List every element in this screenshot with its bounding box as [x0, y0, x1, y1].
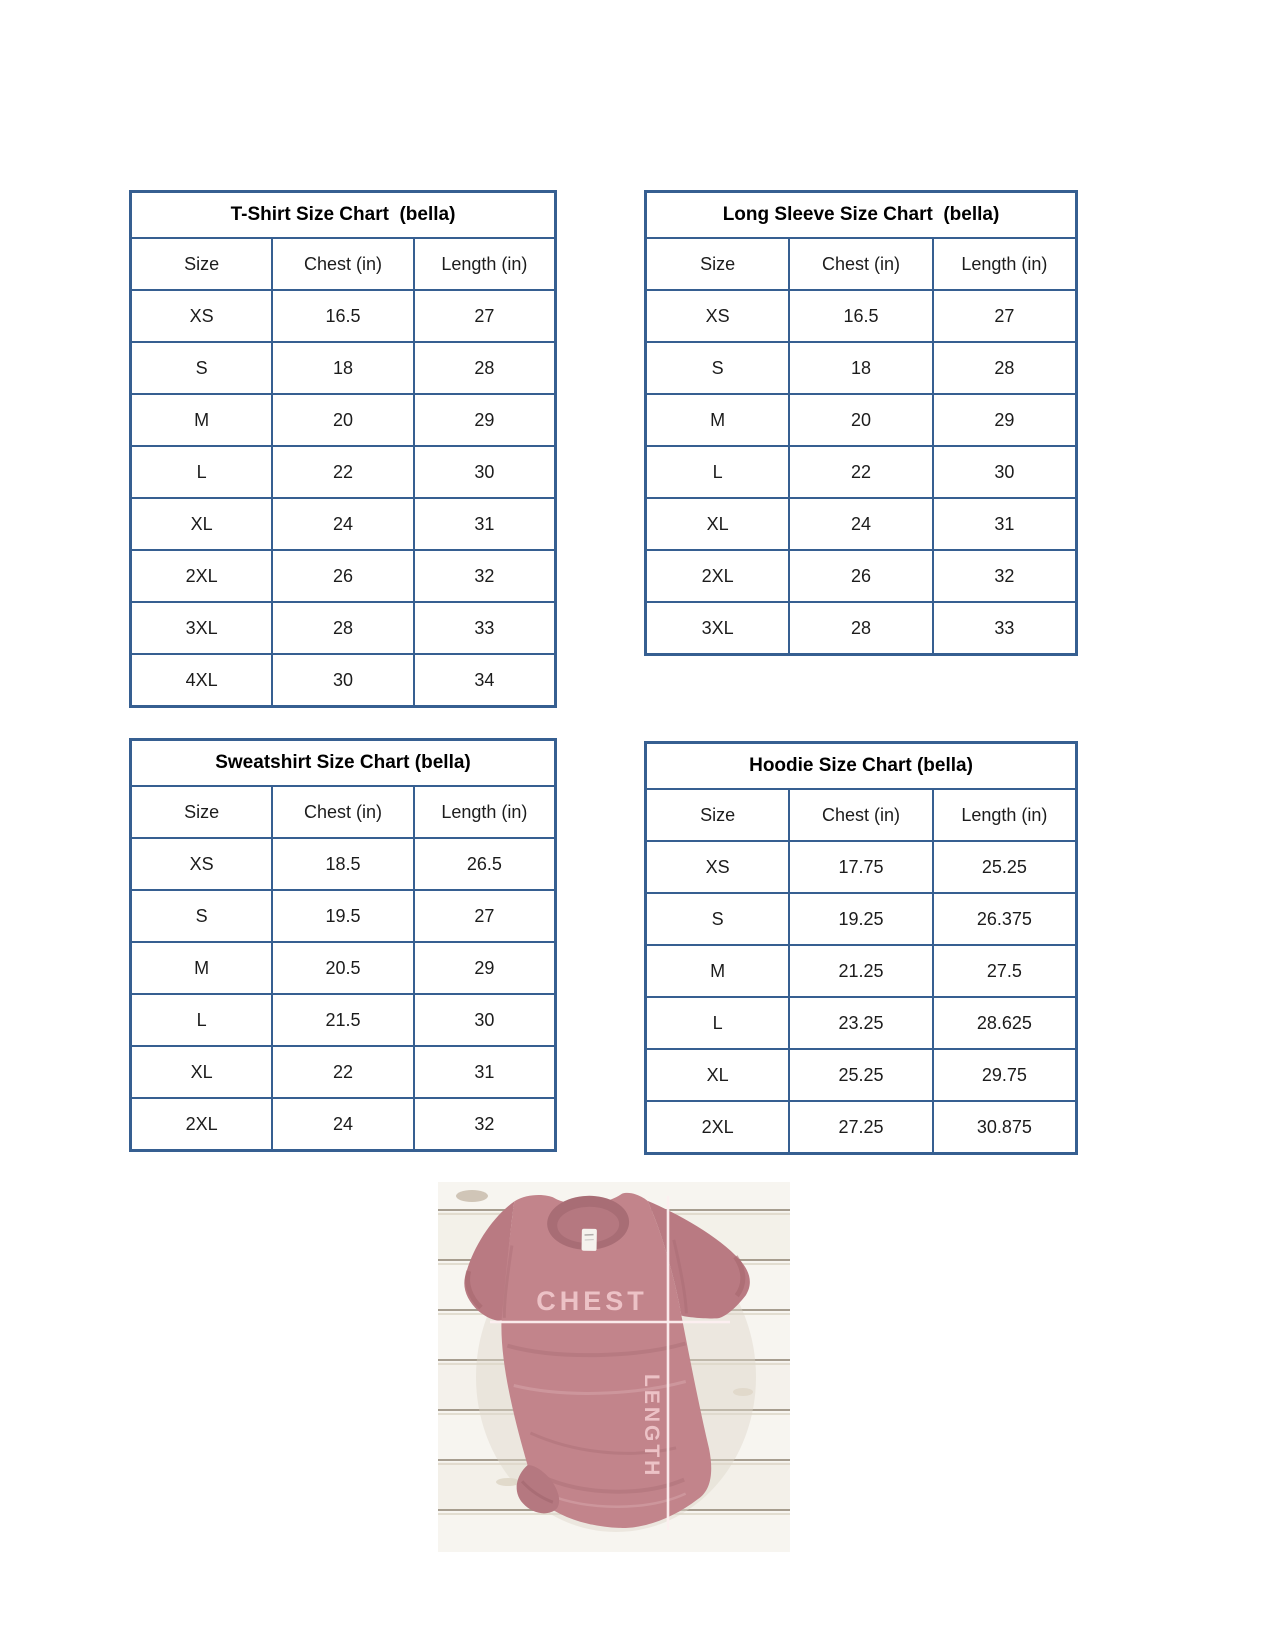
- size-cell: XL: [646, 498, 790, 550]
- length-cell: 32: [414, 550, 556, 602]
- size-cell: M: [131, 942, 273, 994]
- length-cell: 30.875: [933, 1101, 1077, 1154]
- size-cell: L: [131, 994, 273, 1046]
- length-cell: 25.25: [933, 841, 1077, 893]
- size-row: [131, 942, 556, 994]
- length-cell: 30: [414, 994, 556, 1046]
- size-cell: XS: [131, 290, 273, 342]
- column-header: Chest (in): [789, 789, 933, 841]
- size-row: [646, 1049, 1077, 1101]
- chest-cell: 18: [789, 342, 933, 394]
- size-cell: L: [646, 446, 790, 498]
- size-cell: S: [131, 890, 273, 942]
- length-cell: 26.5: [414, 838, 556, 890]
- chest-cell: 22: [789, 446, 933, 498]
- size-row: [131, 890, 556, 942]
- length-cell: 29: [414, 942, 556, 994]
- size-cell: L: [131, 446, 273, 498]
- chest-cell: 16.5: [789, 290, 933, 342]
- size-row: [131, 394, 556, 446]
- size-row: [646, 342, 1077, 394]
- length-cell: 27: [414, 290, 556, 342]
- size-row: [646, 997, 1077, 1049]
- chest-cell: 21.25: [789, 945, 933, 997]
- column-header: Length (in): [414, 238, 556, 290]
- column-header: Size: [131, 238, 273, 290]
- size-cell: 4XL: [131, 654, 273, 707]
- size-row: [646, 290, 1077, 342]
- chest-cell: 19.25: [789, 893, 933, 945]
- length-label: LENGTH: [640, 1374, 663, 1479]
- column-header: Chest (in): [272, 238, 414, 290]
- size-row: [131, 838, 556, 890]
- length-cell: 27: [933, 290, 1077, 342]
- tshirt-size-table: [129, 190, 557, 708]
- size-cell: 2XL: [131, 550, 273, 602]
- size-row: [646, 1101, 1077, 1154]
- length-cell: 28: [414, 342, 556, 394]
- size-row: [131, 994, 556, 1046]
- column-header: Size: [131, 786, 273, 838]
- table-title: Hoodie Size Chart (bella): [646, 743, 1077, 790]
- length-cell: 29: [414, 394, 556, 446]
- size-cell: XL: [646, 1049, 790, 1101]
- column-header: Chest (in): [789, 238, 933, 290]
- column-header: Length (in): [933, 789, 1077, 841]
- size-cell: XL: [131, 498, 273, 550]
- chest-cell: 28: [789, 602, 933, 655]
- chest-cell: 18: [272, 342, 414, 394]
- size-row: [646, 602, 1077, 655]
- size-row: [131, 446, 556, 498]
- size-row: [646, 945, 1077, 997]
- size-row: [131, 602, 556, 654]
- size-cell: M: [646, 945, 790, 997]
- size-cell: S: [646, 893, 790, 945]
- size-row: [131, 1098, 556, 1151]
- length-cell: 33: [414, 602, 556, 654]
- size-cell: M: [131, 394, 273, 446]
- size-cell: XS: [646, 841, 790, 893]
- chest-cell: 26: [789, 550, 933, 602]
- chest-cell: 24: [272, 1098, 414, 1151]
- tshirt-measurement-illustration: [438, 1182, 790, 1552]
- length-cell: 28: [933, 342, 1077, 394]
- length-cell: 32: [414, 1098, 556, 1151]
- chest-cell: 24: [272, 498, 414, 550]
- chest-cell: 18.5: [272, 838, 414, 890]
- chest-cell: 17.75: [789, 841, 933, 893]
- chest-cell: 30: [272, 654, 414, 707]
- table-title: Long Sleeve Size Chart (bella): [646, 192, 1077, 239]
- length-cell: 33: [933, 602, 1077, 655]
- chest-cell: 22: [272, 1046, 414, 1098]
- chest-cell: 26: [272, 550, 414, 602]
- chest-cell: 25.25: [789, 1049, 933, 1101]
- chest-cell: 16.5: [272, 290, 414, 342]
- table-title: T-Shirt Size Chart (bella): [131, 192, 556, 239]
- length-cell: 30: [414, 446, 556, 498]
- hoodie-size-table: [644, 741, 1078, 1155]
- chest-cell: 21.5: [272, 994, 414, 1046]
- length-cell: 29.75: [933, 1049, 1077, 1101]
- length-cell: 27: [414, 890, 556, 942]
- column-header: Chest (in): [272, 786, 414, 838]
- size-row: [131, 550, 556, 602]
- size-row: [131, 290, 556, 342]
- column-header: Size: [646, 238, 790, 290]
- chest-cell: 23.25: [789, 997, 933, 1049]
- length-cell: 34: [414, 654, 556, 707]
- table-title: Sweatshirt Size Chart (bella): [131, 740, 556, 787]
- length-cell: 31: [933, 498, 1077, 550]
- length-cell: 31: [414, 498, 556, 550]
- column-header: Length (in): [414, 786, 556, 838]
- size-row: [646, 841, 1077, 893]
- size-cell: S: [646, 342, 790, 394]
- size-row: [646, 394, 1077, 446]
- size-cell: XL: [131, 1046, 273, 1098]
- chest-cell: 28: [272, 602, 414, 654]
- size-cell: S: [131, 342, 273, 394]
- length-cell: 26.375: [933, 893, 1077, 945]
- tshirt-measurement-photo: [438, 1182, 790, 1552]
- size-cell: L: [646, 997, 790, 1049]
- length-cell: 30: [933, 446, 1077, 498]
- size-cell: 3XL: [131, 602, 273, 654]
- size-cell: 2XL: [646, 1101, 790, 1154]
- size-cell: M: [646, 394, 790, 446]
- sweatshirt-size-table: [129, 738, 557, 1152]
- size-row: [131, 654, 556, 707]
- size-cell: XS: [646, 290, 790, 342]
- column-header: Length (in): [933, 238, 1077, 290]
- chest-cell: 27.25: [789, 1101, 933, 1154]
- chest-cell: 20: [789, 394, 933, 446]
- chest-cell: 20.5: [272, 942, 414, 994]
- size-row: [646, 498, 1077, 550]
- size-cell: 3XL: [646, 602, 790, 655]
- size-cell: XS: [131, 838, 273, 890]
- size-row: [131, 342, 556, 394]
- chest-cell: 20: [272, 394, 414, 446]
- chest-cell: 24: [789, 498, 933, 550]
- length-cell: 31: [414, 1046, 556, 1098]
- size-row: [646, 893, 1077, 945]
- length-cell: 27.5: [933, 945, 1077, 997]
- column-header: Size: [646, 789, 790, 841]
- size-cell: 2XL: [646, 550, 790, 602]
- length-cell: 32: [933, 550, 1077, 602]
- chest-cell: 19.5: [272, 890, 414, 942]
- size-row: [131, 498, 556, 550]
- length-cell: 29: [933, 394, 1077, 446]
- chest-cell: 22: [272, 446, 414, 498]
- size-row: [646, 550, 1077, 602]
- size-cell: 2XL: [131, 1098, 273, 1151]
- size-row: [646, 446, 1077, 498]
- long-sleeve-size-table: [644, 190, 1078, 656]
- size-row: [131, 1046, 556, 1098]
- length-cell: 28.625: [933, 997, 1077, 1049]
- chest-label: CHEST: [536, 1286, 648, 1316]
